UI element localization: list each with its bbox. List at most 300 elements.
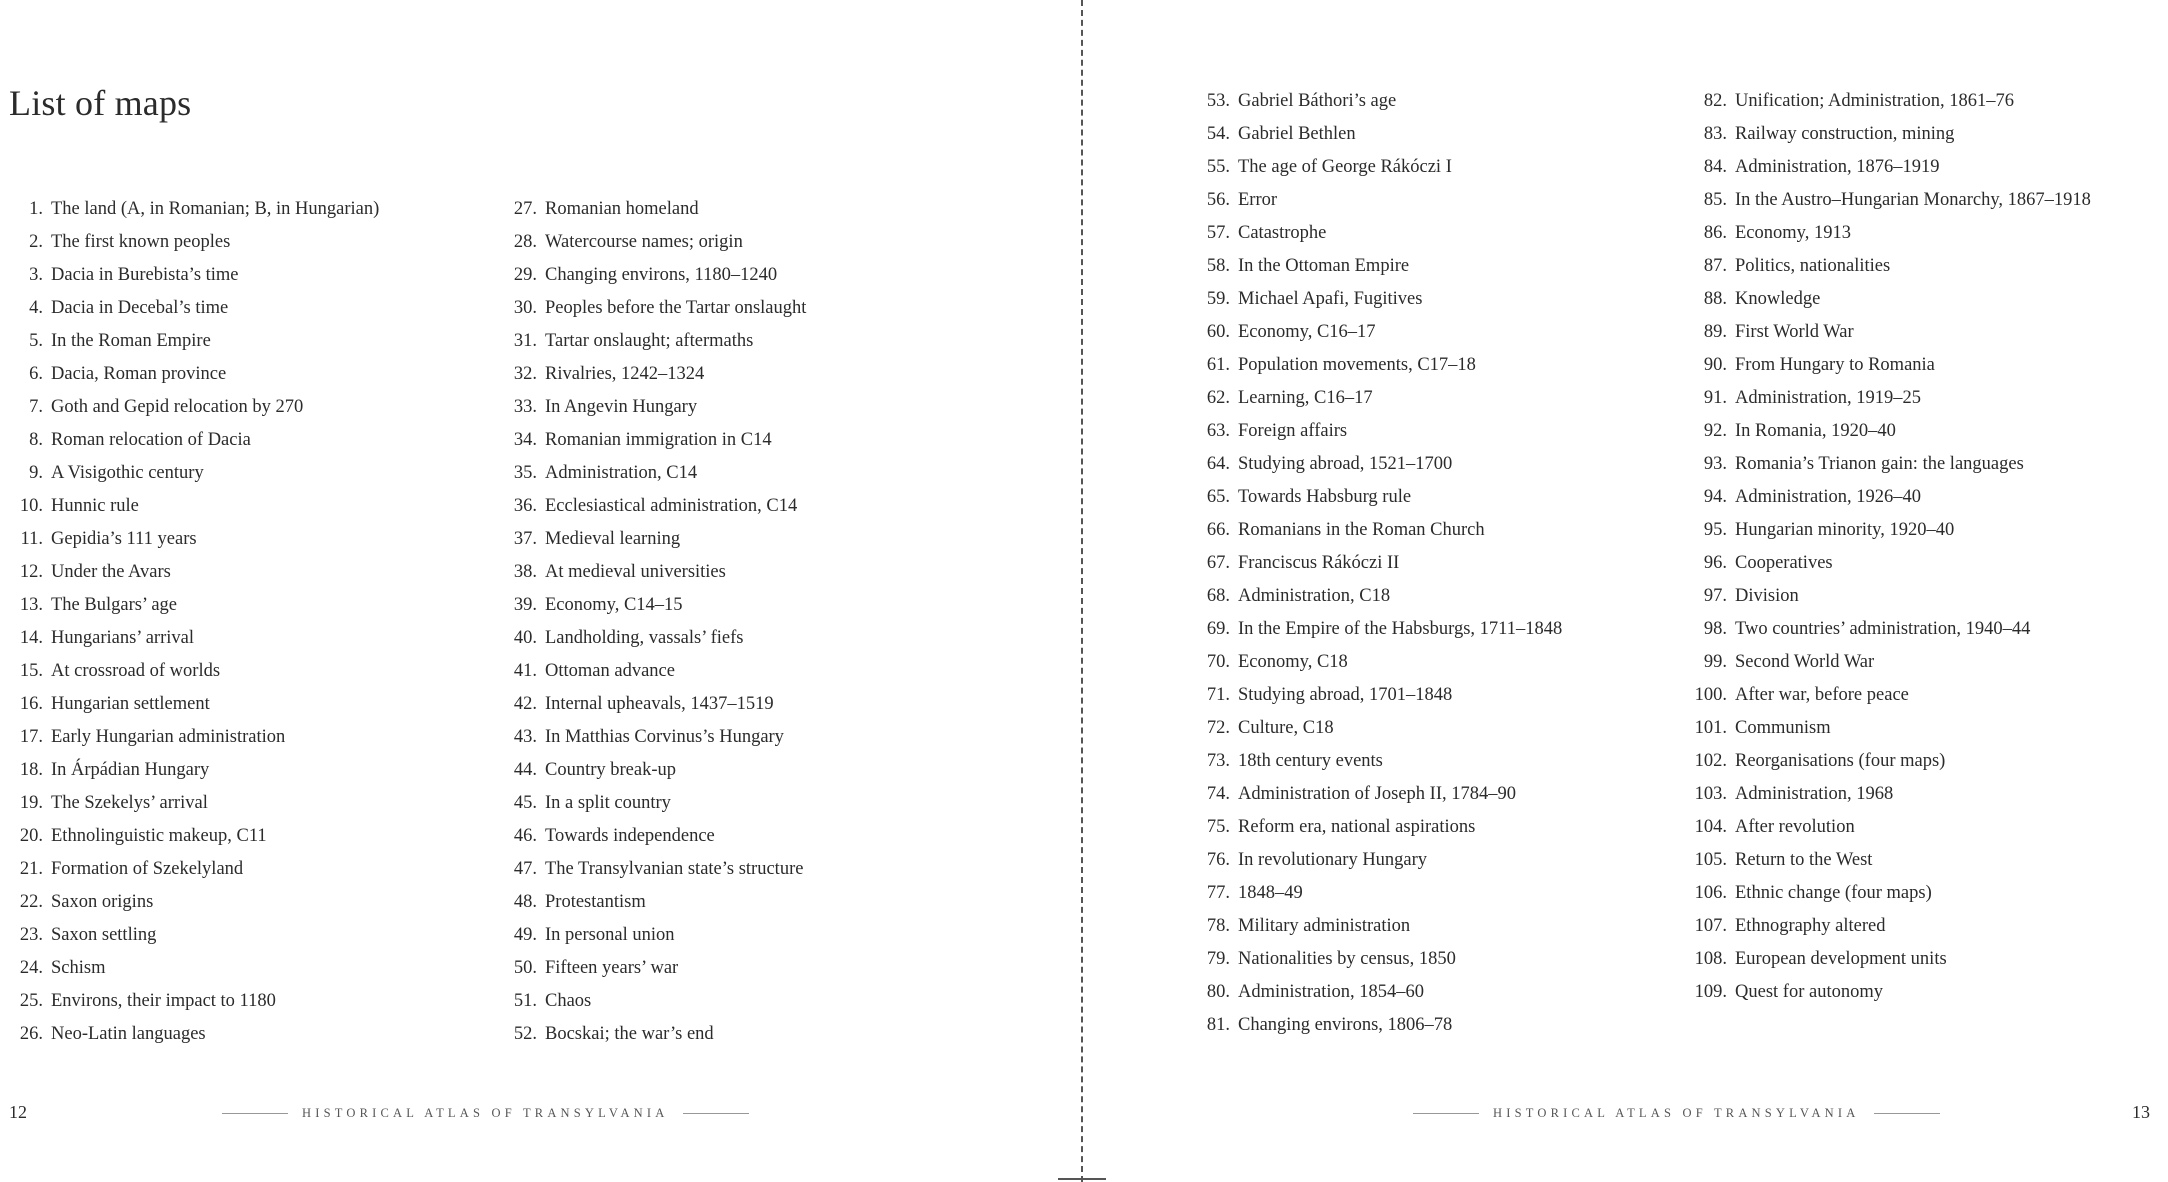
map-number: 60. (1206, 322, 1230, 342)
map-number: 82. (1703, 91, 1727, 111)
map-title: Peoples before the Tartar onslaught (545, 298, 807, 318)
map-number: 38. (513, 562, 537, 582)
maps-column-2 (508, 193, 806, 1051)
map-title: Gepidia’s 111 years (51, 529, 197, 549)
map-number: 32. (513, 364, 537, 384)
map-list-item (14, 391, 379, 424)
map-number: 3. (29, 265, 43, 285)
map-number: 76. (1206, 850, 1230, 870)
map-title: Culture, C18 (1238, 718, 1334, 738)
map-list-item (14, 919, 379, 952)
map-number: 27. (513, 199, 537, 219)
map-title: Ethnic change (four maps) (1735, 883, 1932, 903)
map-title: Return to the West (1735, 850, 1873, 870)
map-number: 98. (1703, 619, 1727, 639)
map-number: 1. (29, 199, 43, 219)
map-list-item (508, 358, 806, 391)
map-list-item (14, 721, 379, 754)
map-title: Quest for autonomy (1735, 982, 1883, 1002)
map-number: 44. (513, 760, 537, 780)
map-number: 74. (1206, 784, 1230, 804)
map-number: 63. (1206, 421, 1230, 441)
map-number: 107. (1694, 916, 1727, 936)
map-number: 88. (1703, 289, 1727, 309)
map-number: 84. (1703, 157, 1727, 177)
map-list-item (1201, 448, 1562, 481)
map-list-item (1201, 283, 1562, 316)
map-list-item (1201, 118, 1562, 151)
map-list-item (14, 820, 379, 853)
map-list-item (1201, 547, 1562, 580)
map-list-item (1684, 316, 2091, 349)
map-number: 101. (1694, 718, 1727, 738)
map-number: 85. (1703, 190, 1727, 210)
footer-rule (683, 1113, 749, 1114)
map-title: Population movements, C17–18 (1238, 355, 1476, 375)
map-title: Medieval learning (545, 529, 681, 549)
map-title: Changing environs, 1806–78 (1238, 1015, 1453, 1035)
map-title: Country break-up (545, 760, 677, 780)
map-list-item (1684, 151, 2091, 184)
map-title: Michael Apafi, Fugitives (1238, 289, 1423, 309)
map-number: 47. (513, 859, 537, 879)
map-number: 4. (29, 298, 43, 318)
map-list-item (1684, 811, 2091, 844)
map-title: Gabriel Báthori’s age (1238, 91, 1397, 111)
map-number: 70. (1206, 652, 1230, 672)
map-list-item (508, 622, 806, 655)
map-number: 97. (1703, 586, 1727, 606)
map-number: 9. (29, 463, 43, 483)
map-number: 73. (1206, 751, 1230, 771)
running-footer-text: HISTORICAL ATLAS OF TRANSYLVANIA (302, 1105, 669, 1120)
map-title: Dacia in Decebal’s time (51, 298, 229, 318)
map-list-item (508, 886, 806, 919)
map-number: 43. (513, 727, 537, 747)
map-list-item (1684, 547, 2091, 580)
map-title: Rivalries, 1242–1324 (545, 364, 705, 384)
map-list-item (508, 985, 806, 1018)
map-title: Second World War (1735, 652, 1875, 672)
map-title: Hungarian settlement (51, 694, 210, 714)
map-title: Administration, 1876–1919 (1735, 157, 1940, 177)
map-number: 20. (19, 826, 43, 846)
map-title: Studying abroad, 1701–1848 (1238, 685, 1453, 705)
map-number: 58. (1206, 256, 1230, 276)
map-number: 46. (513, 826, 537, 846)
map-title: Communism (1735, 718, 1831, 738)
map-list-item (508, 820, 806, 853)
map-list-item (14, 688, 379, 721)
map-list-item (1201, 580, 1562, 613)
map-list-item (1684, 481, 2091, 514)
map-list-item (14, 952, 379, 985)
map-title: Saxon origins (51, 892, 154, 912)
map-list-item (1684, 514, 2091, 547)
map-title: Hungarian minority, 1920–40 (1735, 520, 1955, 540)
map-list-item (508, 853, 806, 886)
map-title: Administration, C14 (545, 463, 698, 483)
map-title: The Bulgars’ age (51, 595, 178, 615)
map-number: 103. (1694, 784, 1727, 804)
map-title: First World War (1735, 322, 1854, 342)
map-title: Roman relocation of Dacia (51, 430, 251, 450)
map-title: Formation of Szekelyland (51, 859, 244, 879)
map-list-item (14, 490, 379, 523)
map-title: At crossroad of worlds (51, 661, 221, 681)
map-list-item (508, 688, 806, 721)
map-number: 55. (1206, 157, 1230, 177)
map-list-item (14, 424, 379, 457)
map-title: In the Ottoman Empire (1238, 256, 1410, 276)
map-number: 62. (1206, 388, 1230, 408)
map-list-item (1201, 811, 1562, 844)
map-title: In Angevin Hungary (545, 397, 698, 417)
map-list-item (508, 193, 806, 226)
map-number: 69. (1206, 619, 1230, 639)
map-title: The first known peoples (51, 232, 231, 252)
map-number: 92. (1703, 421, 1727, 441)
map-title: In a split country (545, 793, 671, 813)
map-number: 28. (513, 232, 537, 252)
map-number: 95. (1703, 520, 1727, 540)
map-title: Bocskai; the war’s end (545, 1024, 714, 1044)
map-title: In revolutionary Hungary (1238, 850, 1428, 870)
map-list-item (508, 919, 806, 952)
map-number: 100. (1694, 685, 1727, 705)
map-number: 61. (1206, 355, 1230, 375)
map-number: 94. (1703, 487, 1727, 507)
map-list-item (1684, 118, 2091, 151)
map-title: Environs, their impact to 1180 (51, 991, 276, 1011)
map-title: The Transylvanian state’s structure (545, 859, 804, 879)
map-title: Economy, C18 (1238, 652, 1348, 672)
map-list-item (1684, 283, 2091, 316)
map-title: Administration, 1854–60 (1238, 982, 1425, 1002)
map-number: 33. (513, 397, 537, 417)
map-title: Dacia, Roman province (51, 364, 227, 384)
map-number: 40. (513, 628, 537, 648)
map-number: 91. (1703, 388, 1727, 408)
map-title: Internal upheavals, 1437–1519 (545, 694, 774, 714)
map-number: 37. (513, 529, 537, 549)
map-list-item (1201, 151, 1562, 184)
map-title: Ethnolinguistic makeup, C11 (51, 826, 267, 846)
map-list-item (1201, 250, 1562, 283)
map-list-item (14, 292, 379, 325)
map-list-item (14, 325, 379, 358)
map-title: A Visigothic century (51, 463, 204, 483)
map-list-item (1201, 415, 1562, 448)
maps-column-4 (1684, 85, 2091, 1009)
map-number: 6. (29, 364, 43, 384)
map-number: 52. (513, 1024, 537, 1044)
map-list-item (508, 589, 806, 622)
map-list-item (1684, 250, 2091, 283)
map-number: 45. (513, 793, 537, 813)
running-footer-text: HISTORICAL ATLAS OF TRANSYLVANIA (1493, 1105, 1860, 1120)
map-number: 87. (1703, 256, 1727, 276)
map-title: After war, before peace (1735, 685, 1909, 705)
map-title: Under the Avars (51, 562, 171, 582)
map-number: 75. (1206, 817, 1230, 837)
map-list-item (1684, 217, 2091, 250)
map-list-item (508, 721, 806, 754)
map-title: Romanian homeland (545, 199, 699, 219)
map-list-item (1201, 514, 1562, 547)
map-title: European development units (1735, 949, 1947, 969)
map-number: 49. (513, 925, 537, 945)
map-list-item (508, 655, 806, 688)
map-title: Catastrophe (1238, 223, 1327, 243)
map-list-item (1201, 184, 1562, 217)
map-number: 7. (29, 397, 43, 417)
map-title: In personal union (545, 925, 675, 945)
map-title: Early Hungarian administration (51, 727, 286, 747)
map-list-item (1201, 976, 1562, 1009)
map-list-item (1684, 712, 2091, 745)
map-list-item (508, 787, 806, 820)
map-title: Fifteen years’ war (545, 958, 679, 978)
map-list-item (1684, 976, 2091, 1009)
map-list-item (1201, 481, 1562, 514)
map-list-item (508, 556, 806, 589)
map-number: 57. (1206, 223, 1230, 243)
map-title: Unification; Administration, 1861–76 (1735, 91, 2015, 111)
map-number: 68. (1206, 586, 1230, 606)
map-list-item (14, 853, 379, 886)
map-list-item (1684, 778, 2091, 811)
map-number: 22. (19, 892, 43, 912)
map-title: Military administration (1238, 916, 1411, 936)
map-list-item (1201, 613, 1562, 646)
map-number: 104. (1694, 817, 1727, 837)
map-list-item (1201, 712, 1562, 745)
map-title: In Romania, 1920–40 (1735, 421, 1896, 441)
map-number: 93. (1703, 454, 1727, 474)
map-title: Neo-Latin languages (51, 1024, 206, 1044)
map-list-item (508, 424, 806, 457)
map-title: 1848–49 (1238, 883, 1303, 903)
map-list-item (508, 754, 806, 787)
map-title: Ethnography altered (1735, 916, 1886, 936)
map-title: Administration, 1968 (1735, 784, 1894, 804)
map-number: 2. (29, 232, 43, 252)
map-list-item (1684, 184, 2091, 217)
map-list-item (508, 259, 806, 292)
map-title: Two countries’ administration, 1940–44 (1735, 619, 2031, 639)
map-list-item (14, 985, 379, 1018)
maps-column-3 (1201, 85, 1562, 1042)
page-gutter-divider (1081, 0, 1083, 1182)
map-number: 50. (513, 958, 537, 978)
map-number: 99. (1703, 652, 1727, 672)
map-title: Railway construction, mining (1735, 124, 1955, 144)
map-title: Saxon settling (51, 925, 157, 945)
map-number: 23. (19, 925, 43, 945)
map-list-item (1201, 85, 1562, 118)
map-number: 71. (1206, 685, 1230, 705)
map-list-item (1201, 943, 1562, 976)
map-title: From Hungary to Romania (1735, 355, 1935, 375)
map-list-item (508, 952, 806, 985)
map-list-item (1201, 646, 1562, 679)
map-title: Administration of Joseph II, 1784–90 (1238, 784, 1516, 804)
map-list-item (1201, 844, 1562, 877)
map-number: 86. (1703, 223, 1727, 243)
map-number: 36. (513, 496, 537, 516)
map-number: 83. (1703, 124, 1727, 144)
map-number: 59. (1206, 289, 1230, 309)
map-title: Studying abroad, 1521–1700 (1238, 454, 1453, 474)
map-list-item (1684, 580, 2091, 613)
map-number: 30. (513, 298, 537, 318)
map-title: Learning, C16–17 (1238, 388, 1373, 408)
map-number: 80. (1206, 982, 1230, 1002)
map-title: Division (1735, 586, 1799, 606)
map-list-item (1201, 679, 1562, 712)
map-list-item (14, 259, 379, 292)
map-number: 14. (19, 628, 43, 648)
map-number: 31. (513, 331, 537, 351)
map-number: 34. (513, 430, 537, 450)
map-number: 109. (1694, 982, 1727, 1002)
map-number: 19. (19, 793, 43, 813)
map-number: 41. (513, 661, 537, 681)
map-number: 78. (1206, 916, 1230, 936)
map-title: Reorganisations (four maps) (1735, 751, 1946, 771)
map-title: Watercourse names; origin (545, 232, 743, 252)
map-number: 24. (19, 958, 43, 978)
map-number: 11. (20, 529, 43, 549)
map-number: 108. (1694, 949, 1727, 969)
map-list-item (14, 193, 379, 226)
map-number: 72. (1206, 718, 1230, 738)
map-title: Ecclesiastical administration, C14 (545, 496, 798, 516)
map-list-item (14, 556, 379, 589)
map-list-item (1684, 910, 2091, 943)
map-number: 77. (1206, 883, 1230, 903)
map-number: 56. (1206, 190, 1230, 210)
map-list-item (1684, 877, 2091, 910)
left-page (0, 0, 1080, 1182)
map-list-item (508, 523, 806, 556)
page-number-left: 12 (9, 1102, 27, 1122)
map-title: In Árpádian Hungary (51, 760, 210, 780)
map-list-item (14, 886, 379, 919)
map-list-item (1201, 910, 1562, 943)
map-list-item (508, 391, 806, 424)
map-title: Chaos (545, 991, 592, 1011)
map-title: Tartar onslaught; aftermaths (545, 331, 754, 351)
map-title: Administration, 1919–25 (1735, 388, 1922, 408)
map-title: The land (A, in Romanian; B, in Hungarian) (51, 199, 380, 219)
map-list-item (14, 622, 379, 655)
map-title: Economy, C14–15 (545, 595, 683, 615)
map-list-item (1684, 745, 2091, 778)
map-title: Changing environs, 1180–1240 (545, 265, 778, 285)
map-title: Error (1238, 190, 1278, 210)
map-list-item (508, 292, 806, 325)
map-list-item (1684, 382, 2091, 415)
map-list-item (1201, 382, 1562, 415)
map-number: 48. (513, 892, 537, 912)
map-title: Towards independence (545, 826, 715, 846)
map-list-item (508, 490, 806, 523)
map-title: Romanian immigration in C14 (545, 430, 772, 450)
map-title: Gabriel Bethlen (1238, 124, 1356, 144)
map-number: 53. (1206, 91, 1230, 111)
map-number: 25. (19, 991, 43, 1011)
map-number: 54. (1206, 124, 1230, 144)
map-number: 18. (19, 760, 43, 780)
map-list-item (1684, 349, 2091, 382)
map-list-item (14, 226, 379, 259)
footer-rule (1413, 1113, 1479, 1114)
map-title: The Szekelys’ arrival (51, 793, 208, 813)
map-title: Schism (51, 958, 106, 978)
map-number: 102. (1694, 751, 1727, 771)
map-list-item (1201, 1009, 1562, 1042)
map-list-item (508, 1018, 806, 1051)
map-number: 81. (1206, 1015, 1230, 1035)
map-list-item (14, 523, 379, 556)
map-title: Goth and Gepid relocation by 270 (51, 397, 304, 417)
map-number: 21. (19, 859, 43, 879)
map-number: 96. (1703, 553, 1727, 573)
running-footer-right (1413, 1102, 1940, 1124)
map-list-item (1201, 316, 1562, 349)
map-list-item (1684, 679, 2091, 712)
running-footer-left (222, 1102, 749, 1124)
map-title: At medieval universities (545, 562, 726, 582)
map-number: 106. (1694, 883, 1727, 903)
map-title: In the Roman Empire (51, 331, 211, 351)
footer-rule (1874, 1113, 1940, 1114)
map-list-item (14, 754, 379, 787)
map-title: Administration, C18 (1238, 586, 1391, 606)
map-list-item (1684, 415, 2091, 448)
map-title: Romanians in the Roman Church (1238, 520, 1485, 540)
map-number: 5. (29, 331, 43, 351)
map-list-item (1201, 349, 1562, 382)
map-number: 42. (513, 694, 537, 714)
map-list-item (14, 589, 379, 622)
map-number: 65. (1206, 487, 1230, 507)
map-number: 15. (19, 661, 43, 681)
map-number: 105. (1694, 850, 1727, 870)
map-title: Cooperatives (1735, 553, 1833, 573)
map-list-item (508, 226, 806, 259)
map-title: 18th century events (1238, 751, 1383, 771)
map-title: Romania’s Trianon gain: the languages (1735, 454, 2024, 474)
footer-rule (222, 1113, 288, 1114)
map-number: 64. (1206, 454, 1230, 474)
map-list-item (14, 358, 379, 391)
map-number: 26. (19, 1024, 43, 1044)
map-title: Nationalities by census, 1850 (1238, 949, 1456, 969)
map-title: Dacia in Burebista’s time (51, 265, 239, 285)
maps-column-1 (14, 193, 379, 1051)
map-title: Economy, C16–17 (1238, 322, 1376, 342)
map-title: Franciscus Rákóczi II (1238, 553, 1400, 573)
map-list-item (14, 1018, 379, 1051)
map-list-item (1684, 646, 2091, 679)
map-number: 10. (19, 496, 43, 516)
map-title: In the Austro–Hungarian Monarchy, 1867–1918 (1735, 190, 2091, 210)
page-title: List of maps (9, 83, 192, 123)
map-list-item (1684, 85, 2091, 118)
